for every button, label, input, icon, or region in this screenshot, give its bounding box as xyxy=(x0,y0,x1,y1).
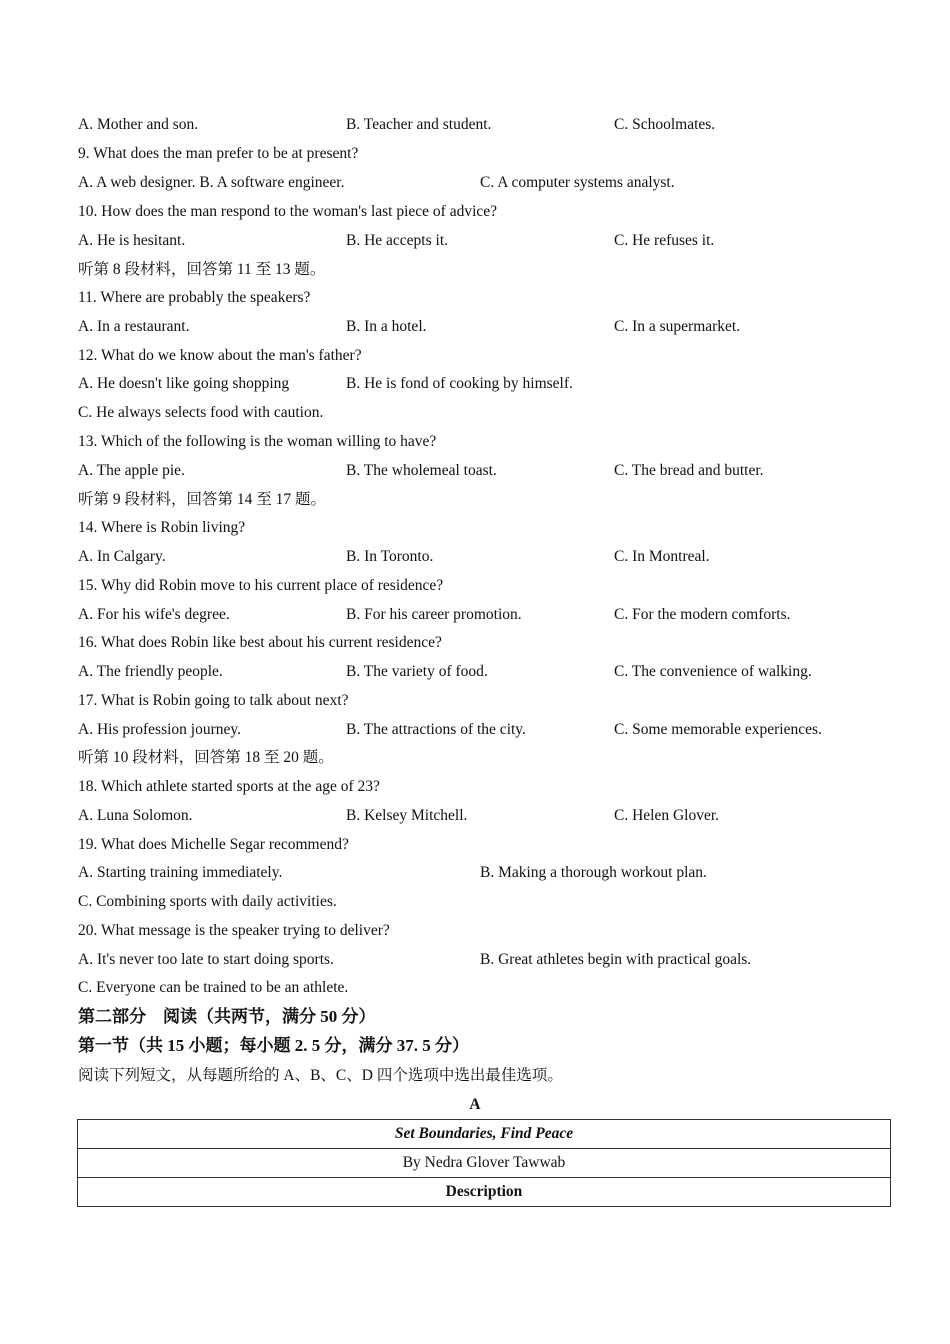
q15-option-b: B. For his career promotion. xyxy=(346,606,522,623)
q18-option-b: B. Kelsey Mitchell. xyxy=(346,807,468,824)
section-10-instruction: 听第 10 段材料，回答第 18 至 20 题。 xyxy=(78,749,334,766)
question-10: 10. How does the man respond to the woman's last piece of advice? xyxy=(78,203,498,220)
question-11: 11. Where are probably the speakers? xyxy=(78,289,311,306)
q17-option-a: A. His profession journey. xyxy=(78,721,242,738)
q12-option-a: A. He doesn't like going shopping xyxy=(78,375,290,392)
section-1-heading: 第一节（共 15 小题；每小题 2. 5 分，满分 37. 5 分） xyxy=(78,1036,469,1055)
q12-option-b: B. He is fond of cooking by himself. xyxy=(346,375,573,392)
description-header: Description xyxy=(78,1178,891,1207)
question-14: 14. Where is Robin living? xyxy=(78,519,246,536)
question-19: 19. What does Michelle Segar recommend? xyxy=(78,836,349,853)
q9-option-c: C. A computer systems analyst. xyxy=(480,174,675,191)
passage-label: A xyxy=(469,1096,481,1113)
question-9: 9. What does the man prefer to be at present? xyxy=(78,145,359,162)
question-20: 20. What message is the speaker trying to deliver? xyxy=(78,922,390,939)
q10-option-a: A. He is hesitant. xyxy=(78,232,186,249)
section-9-instruction: 听第 9 段材料，回答第 14 至 17 题。 xyxy=(78,491,327,508)
question-18: 18. Which athlete started sports at the age of 23? xyxy=(78,778,380,795)
q16-option-c: C. The convenience of walking. xyxy=(614,663,812,680)
q13-option-a: A. The apple pie. xyxy=(78,462,185,479)
q9-options-ab: A. A web designer. B. A software engineer. xyxy=(78,174,345,191)
q8-option-c: C. Schoolmates. xyxy=(614,116,716,133)
question-15: 15. Why did Robin move to his current place of residence? xyxy=(78,577,444,594)
q10-option-c: C. He refuses it. xyxy=(614,232,715,249)
section-8-instruction: 听第 8 段材料，回答第 11 至 13 题。 xyxy=(78,261,326,278)
q12-option-c: C. He always selects food with caution. xyxy=(78,404,324,421)
q17-option-c: C. Some memorable experiences. xyxy=(614,721,822,738)
q16-option-a: A. The friendly people. xyxy=(78,663,223,680)
q18-option-a: A. Luna Solomon. xyxy=(78,807,193,824)
book-info-table xyxy=(77,1119,891,1207)
book-author: By Nedra Glover Tawwab xyxy=(78,1149,891,1178)
reading-instructions: 阅读下列短文，从每题所给的 A、B、C、D 四个选项中选出最佳选项。 xyxy=(78,1067,563,1084)
q11-option-c: C. In a supermarket. xyxy=(614,318,741,335)
q15-option-a: A. For his wife's degree. xyxy=(78,606,230,623)
question-12: 12. What do we know about the man's father? xyxy=(78,347,362,364)
q8-option-b: B. Teacher and student. xyxy=(346,116,492,133)
q11-option-a: A. In a restaurant. xyxy=(78,318,190,335)
book-title: Set Boundaries, Find Peace xyxy=(78,1120,891,1149)
q20-option-c: C. Everyone can be trained to be an athlete. xyxy=(78,979,349,996)
q13-option-b: B. The wholemeal toast. xyxy=(346,462,497,479)
q19-option-a: A. Starting training immediately. xyxy=(78,864,283,881)
q18-option-c: C. Helen Glover. xyxy=(614,807,720,824)
q13-option-c: C. The bread and butter. xyxy=(614,462,764,479)
q14-option-a: A. In Calgary. xyxy=(78,548,166,565)
q20-option-b: B. Great athletes begin with practical goals. xyxy=(480,951,752,968)
q16-option-b: B. The variety of food. xyxy=(346,663,488,680)
q11-option-b: B. In a hotel. xyxy=(346,318,427,335)
q10-option-b: B. He accepts it. xyxy=(346,232,449,249)
question-17: 17. What is Robin going to talk about next? xyxy=(78,692,349,709)
q20-option-a: A. It's never too late to start doing sports. xyxy=(78,951,334,968)
q19-option-b: B. Making a thorough workout plan. xyxy=(480,864,707,881)
question-16: 16. What does Robin like best about his current residence? xyxy=(78,634,442,651)
q14-option-c: C. In Montreal. xyxy=(614,548,710,565)
question-13: 13. Which of the following is the woman willing to have? xyxy=(78,433,437,450)
q17-option-b: B. The attractions of the city. xyxy=(346,721,526,738)
q8-option-a: A. Mother and son. xyxy=(78,116,199,133)
q19-option-c: C. Combining sports with daily activities. xyxy=(78,893,337,910)
q14-option-b: B. In Toronto. xyxy=(346,548,434,565)
part-2-heading: 第二部分 阅读（共两节，满分 50 分） xyxy=(78,1007,376,1026)
q15-option-c: C. For the modern comforts. xyxy=(614,606,791,623)
